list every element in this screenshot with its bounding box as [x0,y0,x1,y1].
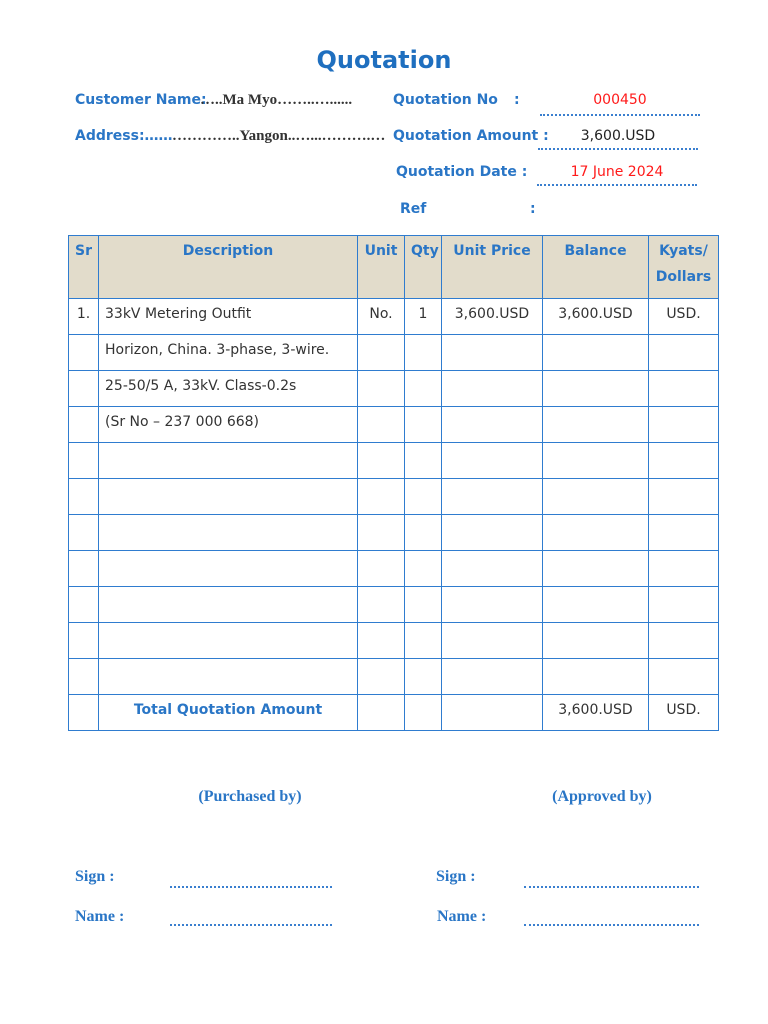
cell-unit-price [442,443,543,479]
cell-balance [543,479,649,515]
cell-description [99,551,358,587]
table-row [69,659,719,695]
cell-currency [649,515,719,551]
header-currency-line1: Kyats/ [659,243,708,259]
quotation-amount-underline [538,148,698,150]
table-row [69,299,719,335]
cell-sr [69,479,99,515]
table-row [69,551,719,587]
header-balance: Balance [543,236,649,299]
cell-balance [543,407,649,443]
cell-description [99,587,358,623]
cell-balance [543,515,649,551]
customer-name-value: …..Ma Myo……..…...... [200,92,353,108]
quotation-date-underline [537,184,697,186]
cell-sr [69,587,99,623]
right-sign-line[interactable] [524,886,699,888]
cell-unit [358,515,405,551]
table-row [69,335,719,371]
cell-currency [649,335,719,371]
cell-qty [405,515,442,551]
cell-qty [405,479,442,515]
customer-name-label: Customer Name: [75,92,207,108]
left-sign-label: Sign : [75,868,115,885]
cell-balance [543,551,649,587]
quotation-table [68,235,719,731]
cell-unit [358,587,405,623]
cell-balance [543,623,649,659]
cell-description [99,623,358,659]
cell-qty: 1 [405,299,442,335]
quotation-date-value: 17 June 2024 [570,164,664,180]
quotation-no-colon: : [514,92,520,108]
cell-description: (Sr No – 237 000 668) [99,407,358,443]
cell-balance [543,587,649,623]
cell-balance [543,335,649,371]
cell-unit [358,371,405,407]
cell-qty [405,587,442,623]
cell-currency [649,407,719,443]
cell-unit-price [442,407,543,443]
quotation-amount-label: Quotation Amount : [393,128,549,144]
approved-by-label: (Approved by) [552,788,652,805]
header-unit-price: Unit Price [442,236,543,299]
quotation-date-label: Quotation Date : [396,164,528,180]
right-name-line[interactable] [524,924,699,926]
cell-unit-price: 3,600.USD [442,299,543,335]
cell-qty [405,407,442,443]
cell-unit: No. [358,299,405,335]
header-sr: Sr [69,236,99,299]
ref-label: Ref [400,201,427,217]
total-currency: USD. [649,695,719,731]
header-currency-line2: Dollars [655,269,712,285]
cell-qty [405,371,442,407]
table-row [69,479,719,515]
header-description: Description [99,236,358,299]
cell-description [99,515,358,551]
address-label: Address:…… [75,128,173,144]
address-value: …………..Yangon..…...……….… [172,128,386,144]
left-name-line[interactable] [170,924,332,926]
cell-unit [358,659,405,695]
cell-qty [405,335,442,371]
quotation-no-value: 000450 [593,92,647,108]
table-row [69,587,719,623]
cell-description [99,659,358,695]
cell-unit [358,407,405,443]
cell-balance [543,371,649,407]
quotation-no-label: Quotation No [393,92,498,108]
cell-unit [358,551,405,587]
cell-sr [69,515,99,551]
cell-currency [649,551,719,587]
cell-unit [358,479,405,515]
cell-qty [405,659,442,695]
cell-qty [405,623,442,659]
total-unit-cell [358,695,405,731]
cell-currency: USD. [649,299,719,335]
cell-balance [543,659,649,695]
total-qty-cell [405,695,442,731]
total-unit-price-cell [442,695,543,731]
cell-qty [405,551,442,587]
left-name-label: Name : [75,908,125,925]
cell-unit [358,335,405,371]
cell-sr [69,335,99,371]
cell-unit [358,443,405,479]
quotation-amount-value: 3,600.USD [580,128,656,144]
total-row [69,695,719,731]
total-label: Total Quotation Amount [99,695,358,731]
page-title: Quotation [316,46,452,74]
table-header-row [69,236,719,299]
cell-qty [405,443,442,479]
table-row [69,623,719,659]
cell-description [99,443,358,479]
table-row [69,407,719,443]
cell-unit-price [442,623,543,659]
cell-balance: 3,600.USD [543,299,649,335]
cell-sr [69,551,99,587]
header-currency [649,236,719,299]
right-sign-label: Sign : [436,868,476,885]
left-sign-line[interactable] [170,886,332,888]
total-sr-cell [69,695,99,731]
header-qty: Qty [405,236,442,299]
purchased-by-label: (Purchased by) [198,788,302,805]
table-row [69,443,719,479]
cell-unit-price [442,515,543,551]
cell-currency [649,587,719,623]
cell-description [99,479,358,515]
cell-unit-price [442,371,543,407]
cell-sr [69,623,99,659]
cell-currency [649,623,719,659]
cell-sr [69,443,99,479]
table-row [69,515,719,551]
cell-currency [649,443,719,479]
cell-sr [69,659,99,695]
cell-currency [649,659,719,695]
cell-unit [358,623,405,659]
cell-currency [649,371,719,407]
cell-currency [649,479,719,515]
total-balance: 3,600.USD [543,695,649,731]
quotation-no-underline [540,114,700,116]
cell-sr: 1. [69,299,99,335]
cell-description: Horizon, China. 3-phase, 3-wire. [99,335,358,371]
cell-unit-price [442,659,543,695]
header-unit: Unit [358,236,405,299]
cell-sr [69,407,99,443]
table-row [69,371,719,407]
cell-unit-price [442,479,543,515]
cell-description: 25-50/5 A, 33kV. Class-0.2s [99,371,358,407]
cell-sr [69,371,99,407]
ref-colon: : [530,201,536,217]
cell-unit-price [442,551,543,587]
cell-description: 33kV Metering Outfit [99,299,358,335]
cell-unit-price [442,587,543,623]
cell-balance [543,443,649,479]
right-name-label: Name : [437,908,487,925]
cell-unit-price [442,335,543,371]
